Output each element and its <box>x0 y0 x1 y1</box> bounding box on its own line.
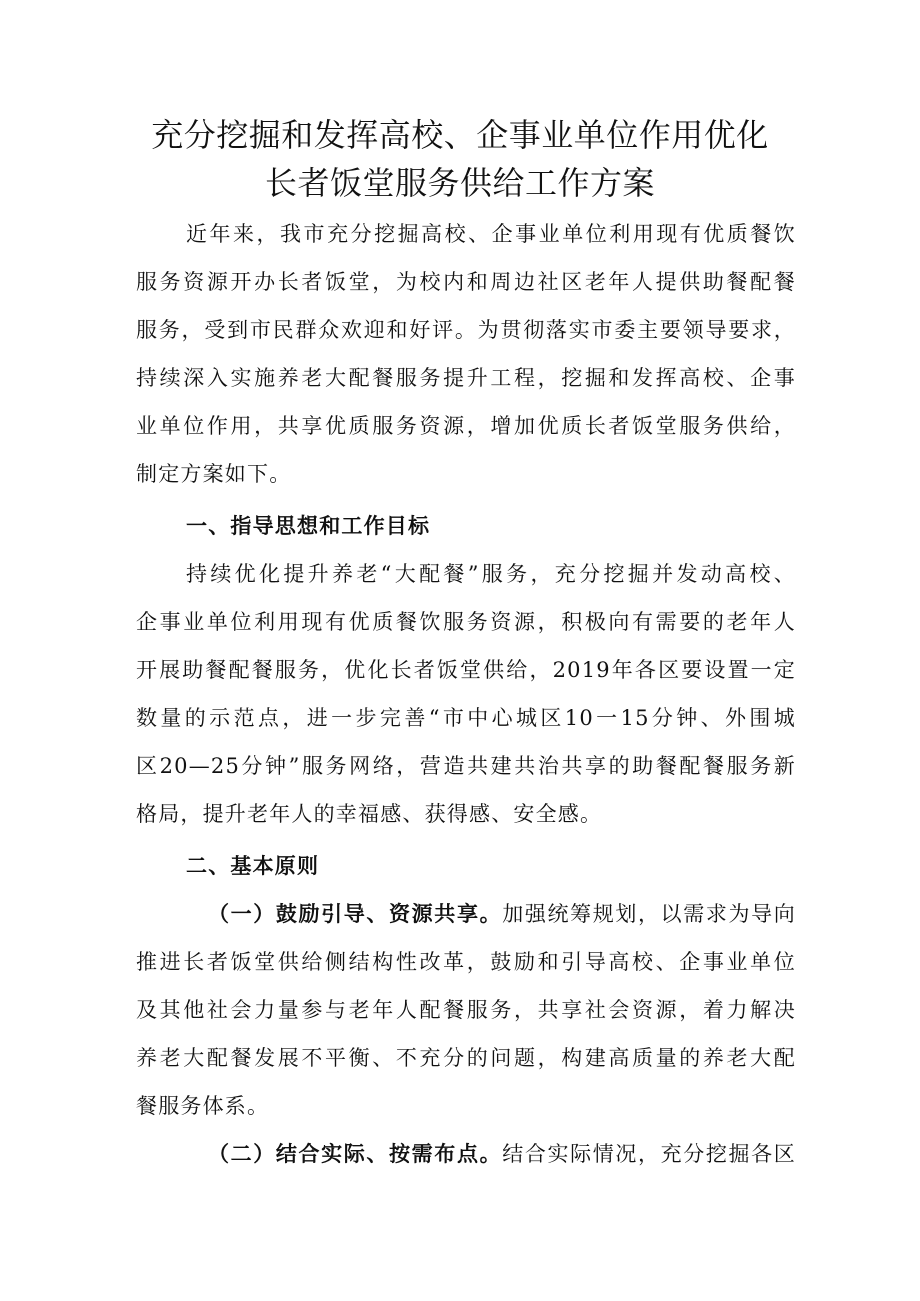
section-2-heading: 二、基本原则 <box>186 853 320 878</box>
principle-1-line-5: 餐服务体系。 <box>136 1094 270 1118</box>
section-1-heading: 一、指导思想和工作目标 <box>186 513 431 538</box>
document-title-line-1: 充分挖掘和发挥高校、企事业单位作用优化 <box>151 116 769 154</box>
section-1-line-3: 开展助餐配餐服务，优化长者饭堂供给，2019年各区要设置一定 <box>136 658 796 682</box>
section-1-line-1: 持续优化提升养老“大配餐”服务，充分挖掘并发动高校、 <box>186 562 796 586</box>
section-1-line-6: 格局，提升老年人的幸福感、获得感、安全感。 <box>136 802 603 826</box>
section-1-line-4: 数量的示范点，进一步完善“市中心城区10一15分钟、外围城 <box>136 706 796 730</box>
intro-line-1: 近年来，我市充分挖掘高校、企事业单位利用现有优质餐饮 <box>186 222 796 246</box>
principle-2-first-line <box>208 1138 796 1168</box>
intro-line-4: 持续深入实施养老大配餐服务提升工程，挖掘和发挥高校、企事 <box>136 366 796 390</box>
section-1-line-2: 企事业单位利用现有优质餐饮服务资源，积极向有需要的老年人 <box>136 610 796 634</box>
principle-1-line-4: 养老大配餐发展不平衡、不充分的问题，构建高质量的养老大配 <box>136 1046 796 1070</box>
principle-1-label: （一）鼓励引导、资源共享。 <box>208 901 503 926</box>
intro-line-6: 制定方案如下。 <box>136 462 292 486</box>
section-1-line-5: 区20—25分钟”服务网络，营造共建共治共享的助餐配餐服务新 <box>136 754 796 778</box>
principle-1-line-2: 推进长者饭堂供给侧结构性改革，鼓励和引导高校、企事业单位 <box>136 950 796 974</box>
principle-1-line-3: 及其他社会力量参与老年人配餐服务，共享社会资源，着力解决 <box>136 998 796 1022</box>
intro-line-5: 业单位作用，共享优质服务资源，增加优质长者饭堂服务供给， <box>136 414 796 438</box>
intro-line-2: 服务资源开办长者饭堂，为校内和周边社区老年人提供助餐配餐 <box>136 270 796 294</box>
principle-2-first-text: 结合实际情况，充分挖掘各区 <box>502 1142 796 1166</box>
intro-line-3: 服务，受到市民群众欢迎和好评。为贯彻落实市委主要领导要求， <box>136 318 796 342</box>
principle-2-label: （二）结合实际、按需布点。 <box>208 1141 503 1166</box>
document-title-line-2: 长者饭堂服务供给工作方案 <box>264 164 655 202</box>
principle-1-first-text: 加强统筹规划，以需求为导向 <box>502 902 796 926</box>
principle-1-first-line <box>208 898 796 928</box>
